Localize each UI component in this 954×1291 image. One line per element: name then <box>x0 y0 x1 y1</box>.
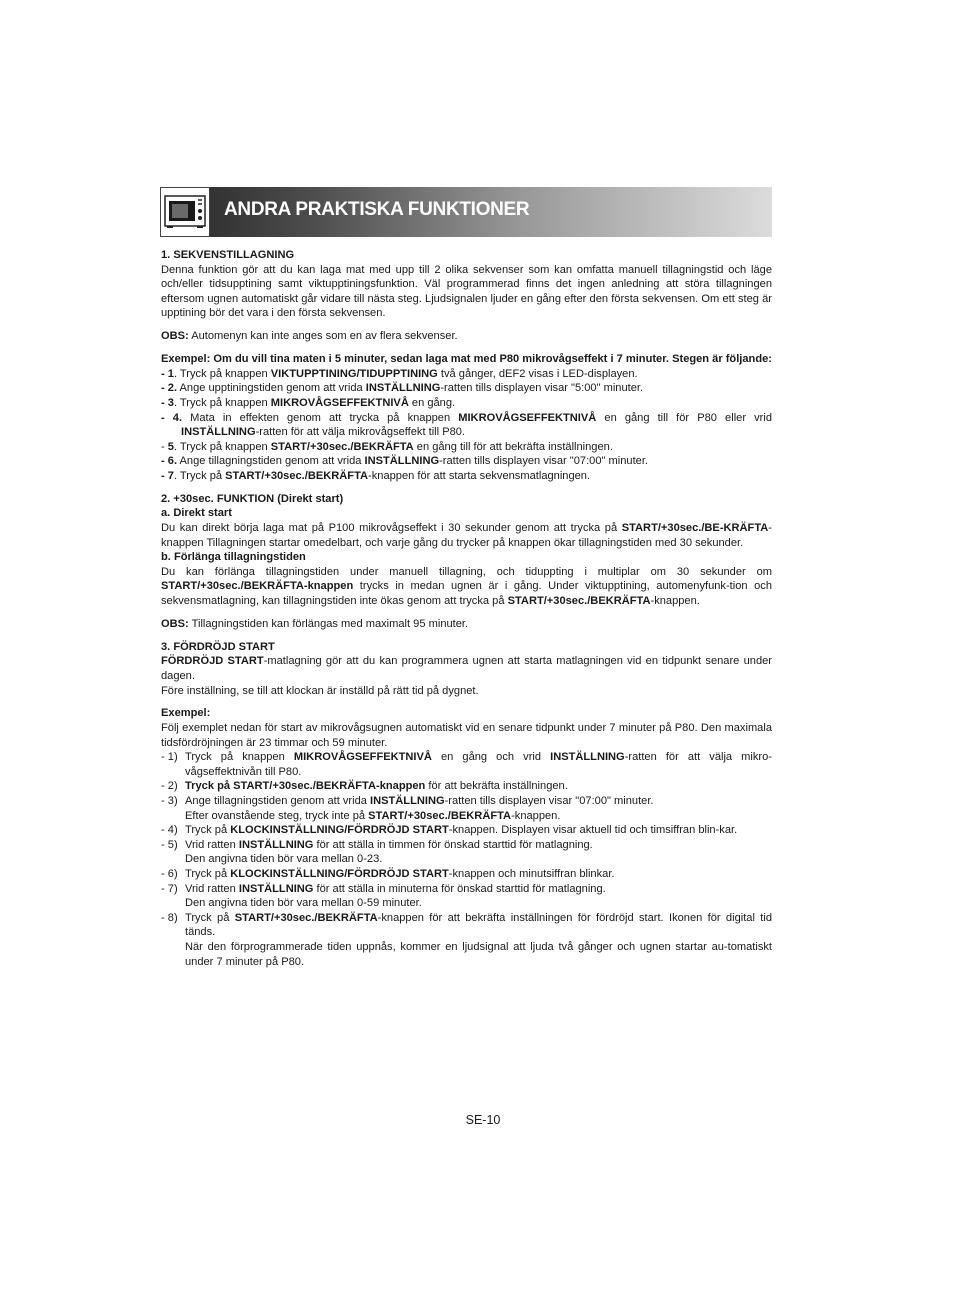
section-3-step-5: - 5) Vrid ratten INSTÄLLNING för att ställa in timmen för önskad starttid för matlagning. Den angivna tiden bör vara mellan 0-23. <box>161 838 593 866</box>
section-1-obs: OBS: Automenyn kan inte anges som en av flera sekvenser. <box>161 330 458 343</box>
section-1-step-3: - 3. Tryck på knappen MIKROVÅGSEFFEKTNIVÅ en gång. <box>161 396 456 409</box>
section-1-step-4-cont: INSTÄLLNING-ratten för att välja mikrovågseffekt till P80. <box>181 426 466 439</box>
section-3-example-label: Exempel: <box>161 707 211 720</box>
document-body <box>161 248 772 969</box>
section-header <box>160 187 772 237</box>
section-2-b-text: Du kan förlänga tillagningstiden under manuell tillagning, och tiduppting i multiplar om 30 sekunder om START/+30sec./BEKRÄFTA-knappen trycks in medan ugnen är i gång. Under viktupptining, automenyfunk-tion och sekvensmatlagning, kan tillagningstiden inte ökas genom att trycka på START/+30sec./BEKRÄFTA-knappen. <box>161 565 772 607</box>
section-1-step-5: - 5. Tryck på knappen START/+30sec./BEKRÄFTA en gång till för att bekräfta inställningen. <box>161 440 613 453</box>
section-1-step-2: - 2. Ange upptiningstiden genom att vrida INSTÄLLNING-ratten tills displayen visar "5:00" minuter. <box>161 382 644 395</box>
section-1-step-1: - 1. Tryck på knappen VIKTUPPTINING/TIDUPPTINING två gånger, dEF2 visas i LED-displayen. <box>161 367 638 380</box>
page-number: SE-10 <box>465 1113 501 1127</box>
section-1-heading: 1. SEKVENSTILLAGNING <box>161 249 295 261</box>
section-3-heading: 3. FÖRDRÖJD START <box>161 640 275 653</box>
microwave-icon <box>164 194 206 230</box>
section-3-step-6: - 6) Tryck på KLOCKINSTÄLLNING/FÖRDRÖJD START-knappen och minutsiffran blinkar. <box>161 867 615 880</box>
section-3-step-3: - 3) Ange tillagningstiden genom att vrida INSTÄLLNING-ratten tills displayen visar "07:00" minuter. Efter ovanstående steg, tryck inte på START/+30sec./BEKRÄFTA-knappen. <box>161 794 654 822</box>
section-3-step-4: - 4) Tryck på KLOCKINSTÄLLNING/FÖRDRÖJD START-knappen. Displayen visar aktuell tid och timsiffran blin-kar. <box>161 824 738 837</box>
section-2-heading: 2. +30sec. FUNKTION (Direkt start) <box>161 492 344 505</box>
section-2-a-text: Du kan direkt börja laga mat på P100 mikrovågseffekt i 30 sekunder genom att trycka på START/+30sec./BE-KRÄFTA-knappen Tillagningen startar omedelbart, och varje gång du trycker på knappen ökar tillagningstiden med 30 sekunder. <box>161 521 772 549</box>
section-3-step-1: - 1) Tryck på knappen MIKROVÅGSEFFEKTNIVÅ en gång och vrid INSTÄLLNING-ratten för att välja mikro-vågseffektnivån till P80. <box>161 751 772 778</box>
section-3-step-2: - 2) Tryck på START/+30sec./BEKRÄFTA-knappen för att bekräfta inställningen. <box>161 780 568 793</box>
section-2-obs: OBS: Tillagningstiden kan förlängas med maximalt 95 minuter. <box>161 617 469 630</box>
section-1-step-6: - 6. Ange tillagningstiden genom att vrida INSTÄLLNING-ratten tills displayen visar "07:00" minuter. <box>161 455 648 468</box>
section-3-intro: FÖRDRÖJD START-matlagning gör att du kan programmera ugnen att starta matlagningen vid en tidpunkt senare under dagen. <box>161 655 772 682</box>
section-3-example-text: Följ exemplet nedan för start av mikrovågsugnen automatiskt vid en senare tidpunkt under 7 minuter på P80. Den maximala tidsfördröjningen är 23 timmar och 59 minuter. <box>161 722 772 749</box>
page-title: ANDRA PRAKTISKA FUNKTIONER <box>224 199 530 220</box>
section-2-sub-b: b. Förlänga tillagningstiden <box>161 551 306 564</box>
section-1-intro: Denna funktion gör att du kan laga mat med upp till 2 olika sekvenser som kan omfatta manuell tillagningstid och läge och/eller tidsupptining samt viktupptiningsfunktion. Väl programmerad finns det ingen anledning att störa tillagningen eftersom ugnen automatiskt går vidare till nästa steg. Ljudsignalen ljuder en gång efter den första sekvensen. Om ett steg är upptining bör det vara i den första sekvensen. <box>161 263 772 320</box>
section-3-step-8: - 8) Tryck på START/+30sec./BEKRÄFTA-knappen för att bekräfta inställningen för fördröjd start. Ikonen för digital tid tänds. När den förprogrammerade tiden uppnås, kommer en ljudsignal att ljuda två gånger och ugnen startar au-tomatiskt under 7 minuter på P80. <box>161 911 772 968</box>
microwave-icon-box <box>160 187 210 237</box>
section-1-step-4: - 4. Mata in effekten genom att trycka på knappen MIKROVÅGSEFFEKTNIVÅ en gång till för P80 eller vrid <box>161 411 772 424</box>
section-1-step-7: - 7. Tryck på START/+30sec./BEKRÄFTA-knappen för att starta sekvensmatlagningen. <box>161 469 591 482</box>
section-3-step-7: - 7) Vrid ratten INSTÄLLNING för att ställa in minuterna för önskad starttid för matlagning. Den angivna tiden bör vara mellan 0-59 minuter. <box>161 882 606 910</box>
section-2-sub-a: a. Direkt start <box>161 507 232 520</box>
section-1-example: Exempel: Om du vill tina maten i 5 minuter, sedan laga mat med P80 mikrovågseffekt i 7 minuter. Stegen är följande: <box>161 353 772 366</box>
section-3-note: Före inställning, se till att klockan är inställd på rätt tid på dygnet. <box>161 684 479 697</box>
